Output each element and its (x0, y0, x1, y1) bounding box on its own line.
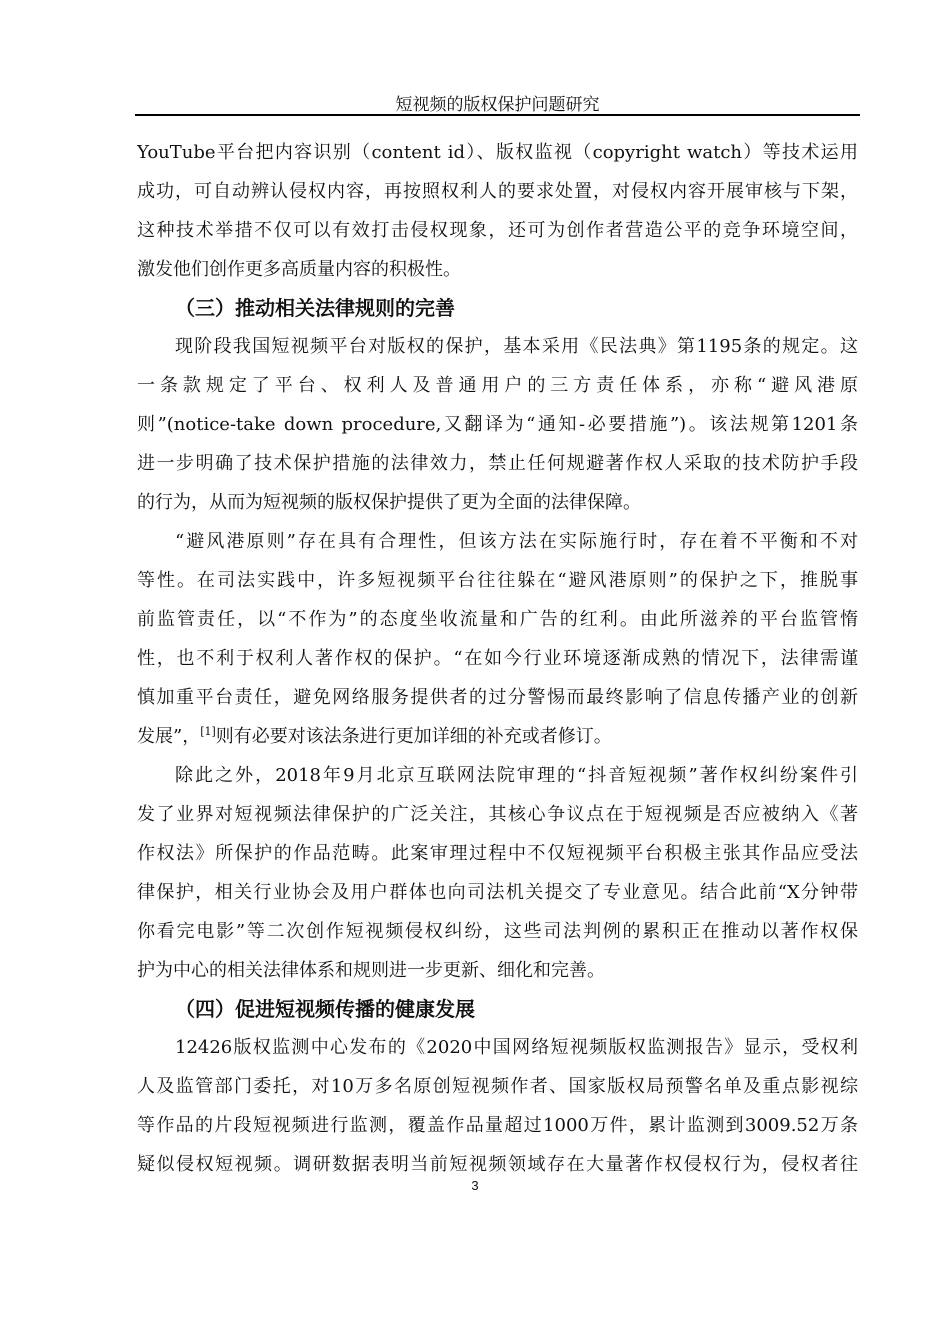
text-line (137, 717, 858, 756)
text-line: 这种技术举措不仅可以有效打击侵权现象，还可为创作者营造公平的竞争环境空间， (137, 220, 858, 241)
text-line: 则”(notice-take down procedure,又翻译为“通知-必要措施”)。该法规第1201条 (137, 414, 858, 435)
text: 发展”， (137, 726, 201, 747)
text-line: 一条款规定了平台、权利人及普通用户的三方责任体系，亦称“避风港原 (137, 375, 858, 396)
text-line: 性，也不利于权利人著作权的保护。“在如今行业环境逐渐成熟的情况下，法律需谨 (137, 648, 858, 669)
text-line: YouTube平台把内容识别（content id）、版权监视（copyright watch）等技术运用 (137, 142, 858, 163)
text-line: 除此之外，2018年9月北京互联网法院审理的“抖音短视频”著作权纠纷案件引 (175, 765, 858, 786)
paragraph (137, 1028, 858, 1184)
text-line: 12426版权监测中心发布的《2020中国网络短视频版权监测报告》显示，受权利 (175, 1037, 858, 1058)
text-line: 发了业界对短视频法律保护的广泛关注，其核心争议点在于短视频是否应被纳入《著 (137, 804, 858, 825)
paragraph (137, 327, 858, 522)
text-line: 人及监管部门委托，对10万多名原创短视频作者、国家版权局预警名单及重点影视综 (137, 1076, 858, 1097)
running-header: 短视频的版权保护问题研究 (395, 95, 600, 115)
text-line: 慎加重平台责任，避免网络服务提供者的过分警惕而最终影响了信息传播产业的创新 (137, 687, 858, 708)
text-line: 激发他们创作更多高质量内容的积极性。 (137, 259, 461, 280)
citation-ref[interactable]: [1] (200, 725, 216, 738)
body-text (137, 133, 858, 1184)
paragraph (137, 133, 858, 289)
text-line: “避风港原则”存在具有合理性，但该方法在实际施行时，存在着不平衡和不对 (175, 531, 858, 552)
text-line: 的行为，从而为短视频的版权保护提供了更为全面的法律保障。 (137, 492, 641, 513)
header-rule (135, 114, 860, 116)
section-heading: （三）推动相关法律规则的完善 (175, 296, 455, 320)
paragraph (137, 756, 858, 990)
text-line: 疑似侵权短视频。调研数据表明当前短视频领域存在大量著作权侵权行为，侵权者往 (137, 1154, 858, 1175)
text-line: 律保护，相关行业协会及用户群体也向司法机关提交了专业意见。结合此前“X分钟带 (137, 882, 858, 903)
text-line: 前监管责任，以“不作为”的态度坐收流量和广告的红利。由此所滋养的平台监管惰 (137, 609, 858, 630)
text-line: 等作品的片段短视频进行监测，覆盖作品量超过1000万件，累计监测到3009.52万条 (137, 1115, 858, 1136)
paragraph (137, 522, 858, 717)
text-line: 护为中心的相关法律体系和规则进一步更新、细化和完善。 (137, 960, 605, 981)
text-line: 作权法》所保护的作品范畴。此案审理过程中不仅短视频平台积极主张其作品应受法 (137, 843, 858, 864)
text-line: 进一步明确了技术保护措施的法律效力，禁止任何规避著作权人采取的技术防护手段 (137, 453, 858, 474)
text-line: 现阶段我国短视频平台对版权的保护，基本采用《民法典》第1195条的规定。这 (175, 336, 858, 357)
page-number: 3 (471, 1178, 479, 1193)
text: 则有必要对该法条进行更加详细的补充或者修订。 (215, 726, 612, 747)
text-line: 你看完电影”等二次创作短视频侵权纠纷，这些司法判例的累积正在推动以著作权保 (137, 921, 858, 942)
text-line: 成功，可自动辨认侵权内容，再按照权利人的要求处置，对侵权内容开展审核与下架， (137, 181, 858, 202)
text-line: 等性。在司法实践中，许多短视频平台往往躲在“避风港原则”的保护之下，推脱事 (137, 570, 858, 591)
section-heading: （四）促进短视频传播的健康发展 (175, 997, 475, 1021)
